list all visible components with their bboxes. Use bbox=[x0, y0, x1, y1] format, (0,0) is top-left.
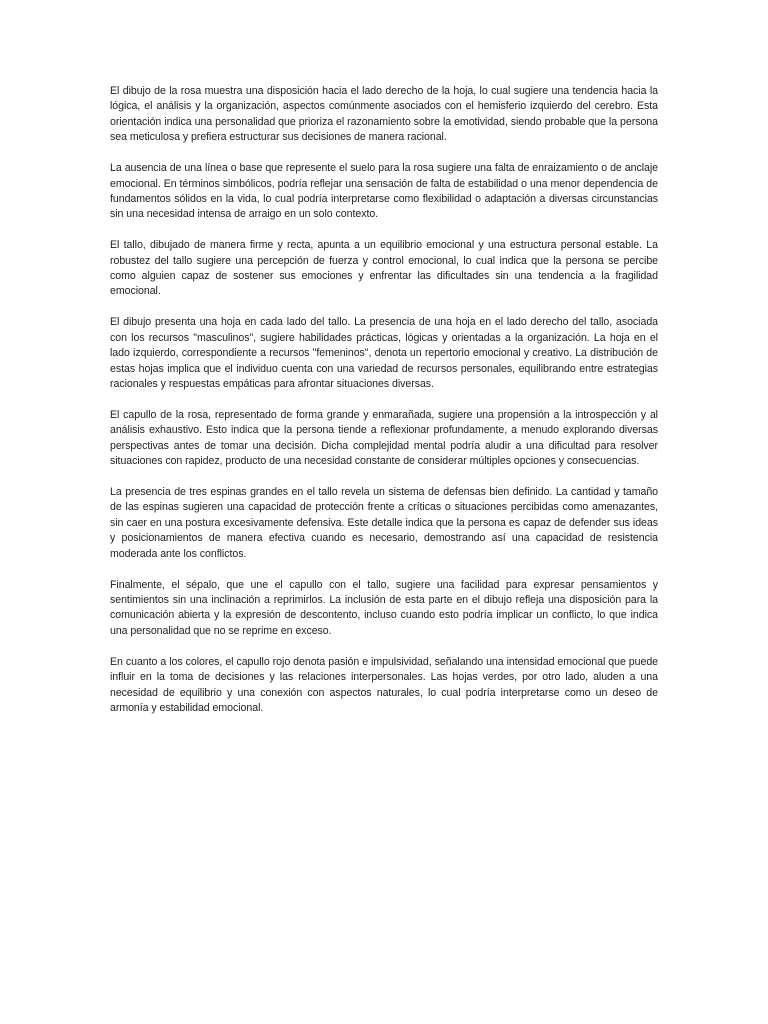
paragraph-sepal: Finalmente, el sépalo, que une el capullo con el tallo, sugiere una facilidad para expresar pensamientos y sentimientos sin una inclinación a reprimirlos. La inclusión de esta parte en el dibujo refleja una disposición para la comunicación abierta y la expresión de descontento, incluso cuando esto podría implicar un conflicto, lo que indica una personalidad que no se reprime en exceso. bbox=[110, 578, 658, 637]
paragraph-bud: El capullo de la rosa, representado de forma grande y enmarañada, sugiere una propensión a la introspección y al análisis exhaustivo. Esto indica que la persona tiende a reflexionar profundamente, a menudo explorando diversas perspectivas antes de tomar una decisión. Dicha complejidad mental podría aludir a una dificultad para resolver situaciones con rapidez, producto de una necesidad constante de considerar múltiples opciones y consecuencias. bbox=[110, 408, 658, 468]
paragraph-stem: El tallo, dibujado de manera firme y recta, apunta a un equilibrio emocional y una estructura personal estable. La robustez del tallo sugiere una percepción de fuerza y control emocional, lo cual indica que la persona se percibe como alguien capaz de sostener sus emociones y enfrentar las dificultades sin una tendencia a la fragilidad emocional. bbox=[110, 239, 658, 298]
paragraph-rose-orientation: El dibujo de la rosa muestra una disposición hacia el lado derecho de la hoja, lo cual sugiere una tendencia hacia la lógica, el análisis y la organización, aspectos comúnmente asociados con el hemisferio izquierdo del cerebro. Esta orientación indica una personalidad que prioriza el razonamiento sobre la emotividad, siendo probable que la persona sea meticulosa y prefiera estructurar sus decisiones de manera racional. bbox=[110, 85, 658, 144]
document-page bbox=[110, 84, 658, 732]
paragraph-leaves: El dibujo presenta una hoja en cada lado del tallo. La presencia de una hoja en el lado derecho del tallo, asociada con los recursos "masculinos", sugiere habilidades prácticas, lógicas y orientadas a la organización. La hoja en el lado izquierdo, correspondiente a recursos "femeninos", denota un repertorio emocional y creativo. La distribución de estas hojas implica que el individuo cuenta con una variedad de recursos personales, equilibrando entre estrategias racionales y respuestas empáticas para afrontar situaciones diversas. bbox=[110, 316, 658, 390]
paragraph-ground-line: La ausencia de una línea o base que represente el suelo para la rosa sugiere una falta de enraizamiento o de anclaje emocional. En términos simbólicos, podría reflejar una sensación de falta de estabilidad o una menor dependencia de fundamentos sólidos en la vida, lo cual podría interpretarse como flexibilidad o adaptación a diversas circunstancias sin una necesidad intensa de arraigo en un solo contexto. bbox=[110, 162, 658, 221]
paragraph-thorns: La presencia de tres espinas grandes en el tallo revela un sistema de defensas bien definido. La cantidad y tamaño de las espinas sugieren una capacidad de protección frente a críticas o situaciones percibidas como amenazantes, sin caer en una postura excesivamente defensiva. Este detalle indica que la persona es capaz de defender sus ideas y posicionamientos de manera efectiva cuando es necesario, demostrando así una capacidad de resistencia moderada ante los conflictos. bbox=[110, 486, 658, 560]
paragraph-colors: En cuanto a los colores, el capullo rojo denota pasión e impulsividad, señalando una intensidad emocional que puede influir en la toma de decisiones y las relaciones interpersonales. Las hojas verdes, por otro lado, aluden a una necesidad de equilibrio y una conexión con aspectos naturales, lo cual podría interpretarse como un deseo de armonía y estabilidad emocional. bbox=[110, 655, 658, 714]
